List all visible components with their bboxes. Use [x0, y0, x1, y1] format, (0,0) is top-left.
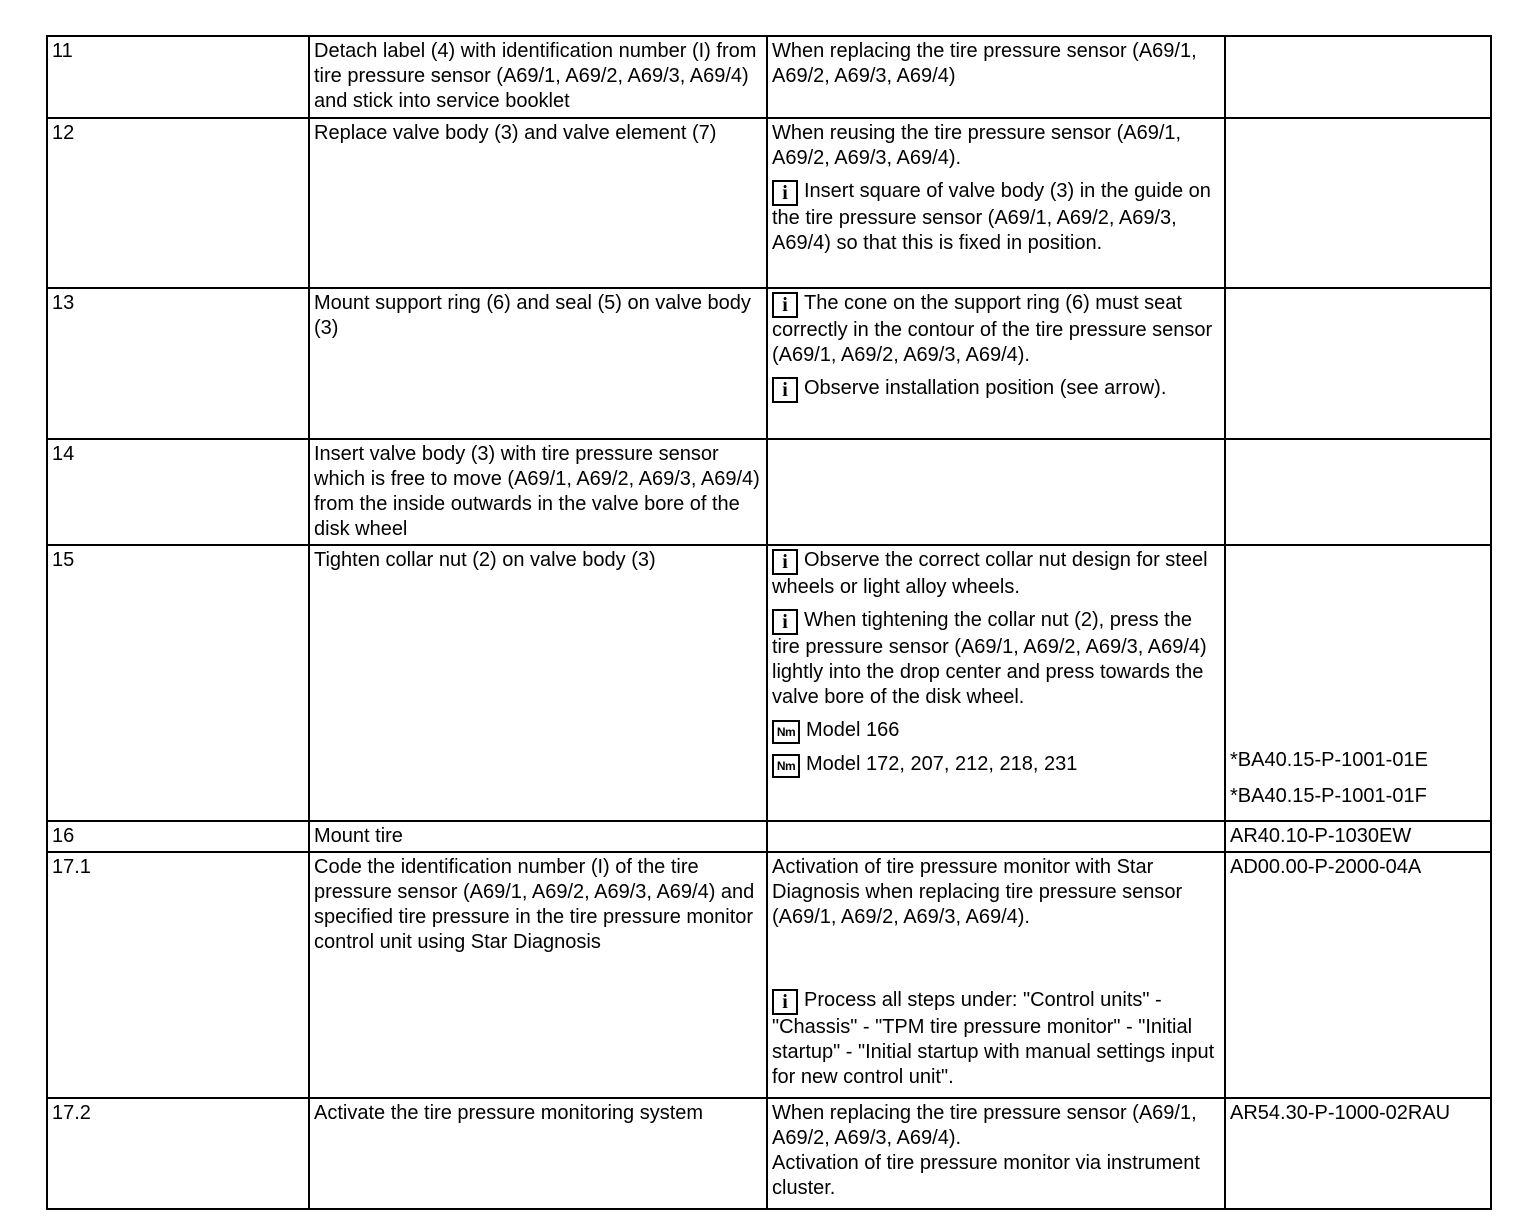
- torque-icon: Nm: [772, 754, 800, 778]
- note-text: Observe the correct collar nut design for steel wheels or light alloy wheels.: [772, 549, 1208, 598]
- reference-cell: [1225, 545, 1491, 821]
- reference-cell: [1225, 821, 1491, 852]
- note-text: The cone on the support ring (6) must seat correctly in the contour of the tire pressure sensor (A69/1, A69/2, A69/3, A69/4).: [772, 292, 1213, 366]
- info-note: [772, 548, 1220, 600]
- info-icon: i: [772, 989, 798, 1015]
- step-number: 11: [52, 40, 73, 62]
- notes-cell: [767, 1098, 1225, 1209]
- note-text: When replacing the tire pressure sensor (A69/1, A69/2, A69/3, A69/4).: [772, 1102, 1197, 1149]
- action-text: Mount tire: [314, 825, 403, 847]
- notes-cell: [767, 36, 1225, 118]
- step-number: 17.1: [52, 856, 91, 878]
- table-row: [47, 36, 1491, 118]
- reference-cell: [1225, 36, 1491, 118]
- note-text: When reusing the tire pressure sensor (A69/1, A69/2, A69/3, A69/4).: [772, 122, 1182, 169]
- action-text: Insert valve body (3) with tire pressure sensor which is free to move (A69/1, A69/2, A69/3, A69/4) from the inside outwards in the valve bore of the disk wheel: [314, 443, 760, 540]
- notes-cell: [767, 821, 1225, 852]
- table-row: [47, 852, 1491, 1098]
- table-row: [47, 118, 1491, 288]
- step-number-cell: [47, 118, 309, 288]
- note-text: Observe installation position (see arrow).: [804, 377, 1167, 399]
- reference-cell: [1225, 118, 1491, 288]
- reference-cell: [1225, 288, 1491, 439]
- note-text: Model 172, 207, 212, 218, 231: [806, 753, 1078, 775]
- step-number-cell: [47, 288, 309, 439]
- info-note: [772, 376, 1220, 403]
- document-reference-link[interactable]: AR40.10-P-1030EW: [1230, 825, 1412, 847]
- reference-cell: [1225, 1098, 1491, 1209]
- action-cell: [309, 821, 767, 852]
- action-cell: [309, 545, 767, 821]
- step-number-cell: [47, 1098, 309, 1209]
- note-text: Model 166: [806, 719, 900, 741]
- notes-cell: [767, 288, 1225, 439]
- reference-cell: [1225, 439, 1491, 545]
- action-text: Code the identification number (I) of the tire pressure sensor (A69/1, A69/2, A69/3, A69/4) and specified tire pressure in the tire pressure monitor control unit using Star Diagnosis: [314, 856, 755, 953]
- step-number: 14: [52, 443, 75, 465]
- info-note: [772, 179, 1220, 256]
- table-row: [47, 545, 1491, 821]
- step-number-cell: [47, 852, 309, 1098]
- notes-cell: [767, 118, 1225, 288]
- document-reference-link[interactable]: AD00.00-P-2000-04A: [1230, 856, 1422, 878]
- action-cell: [309, 118, 767, 288]
- table-row: [47, 439, 1491, 545]
- info-icon: i: [772, 377, 798, 403]
- note-text: Process all steps under: "Control units" - "Chassis" - "TPM tire pressure monitor" - "Initial startup" - "Initial startup with manual settings input for new control unit".: [772, 989, 1215, 1088]
- notes-cell: [767, 852, 1225, 1098]
- info-note: [772, 608, 1220, 710]
- info-icon: i: [772, 549, 798, 575]
- step-number: 12: [52, 122, 75, 144]
- action-cell: [309, 1098, 767, 1209]
- note-text: Insert square of valve body (3) in the guide on the tire pressure sensor (A69/1, A69/2, A69/3, A69/4) so that this is fixed in position.: [772, 180, 1211, 254]
- action-text: Replace valve body (3) and valve element (7): [314, 122, 717, 144]
- table-row: [47, 1098, 1491, 1209]
- step-number-cell: [47, 821, 309, 852]
- torque-note: [772, 752, 1220, 778]
- note-text: Activation of tire pressure monitor with Star Diagnosis when replacing tire pressure sensor (A69/1, A69/2, A69/3, A69/4).: [772, 856, 1183, 928]
- notes-cell: [767, 545, 1225, 821]
- action-cell: [309, 439, 767, 545]
- document-reference-link[interactable]: *BA40.15-P-1001-01E: [1230, 749, 1428, 771]
- action-text: Tighten collar nut (2) on valve body (3): [314, 549, 656, 571]
- torque-note: [772, 718, 1220, 744]
- note-text: When replacing the tire pressure sensor (A69/1, A69/2, A69/3, A69/4): [772, 40, 1197, 87]
- action-cell: [309, 852, 767, 1098]
- reference-cell: [1225, 852, 1491, 1098]
- action-text: Mount support ring (6) and seal (5) on valve body (3): [314, 292, 751, 339]
- action-text: Detach label (4) with identification number (I) from tire pressure sensor (A69/1, A69/2, A69/3, A69/4) and stick into service booklet: [314, 40, 757, 112]
- info-note: [772, 291, 1220, 368]
- step-number-cell: [47, 36, 309, 118]
- action-text: Activate the tire pressure monitoring system: [314, 1102, 704, 1124]
- action-cell: [309, 36, 767, 118]
- step-number-cell: [47, 439, 309, 545]
- note-text: When tightening the collar nut (2), press the tire pressure sensor (A69/1, A69/2, A69/3, A69/4) lightly into the drop center and press towards the valve bore of the disk wheel.: [772, 609, 1207, 708]
- notes-cell: [767, 439, 1225, 545]
- step-number: 17.2: [52, 1102, 91, 1124]
- action-cell: [309, 288, 767, 439]
- step-number: 15: [52, 549, 75, 571]
- torque-icon: Nm: [772, 720, 800, 744]
- step-number: 13: [52, 292, 75, 314]
- table-row: [47, 288, 1491, 439]
- step-number: 16: [52, 825, 75, 847]
- step-number-cell: [47, 545, 309, 821]
- document-reference-link[interactable]: *BA40.15-P-1001-01F: [1230, 785, 1427, 807]
- info-icon: i: [772, 180, 798, 206]
- document-reference-link[interactable]: AR54.30-P-1000-02RAU: [1230, 1102, 1451, 1124]
- info-icon: i: [772, 609, 798, 635]
- note-text: Activation of tire pressure monitor via instrument cluster.: [772, 1152, 1200, 1199]
- info-note: [772, 988, 1220, 1090]
- info-icon: i: [772, 292, 798, 318]
- procedure-table: [46, 35, 1492, 1210]
- table-row: [47, 821, 1491, 852]
